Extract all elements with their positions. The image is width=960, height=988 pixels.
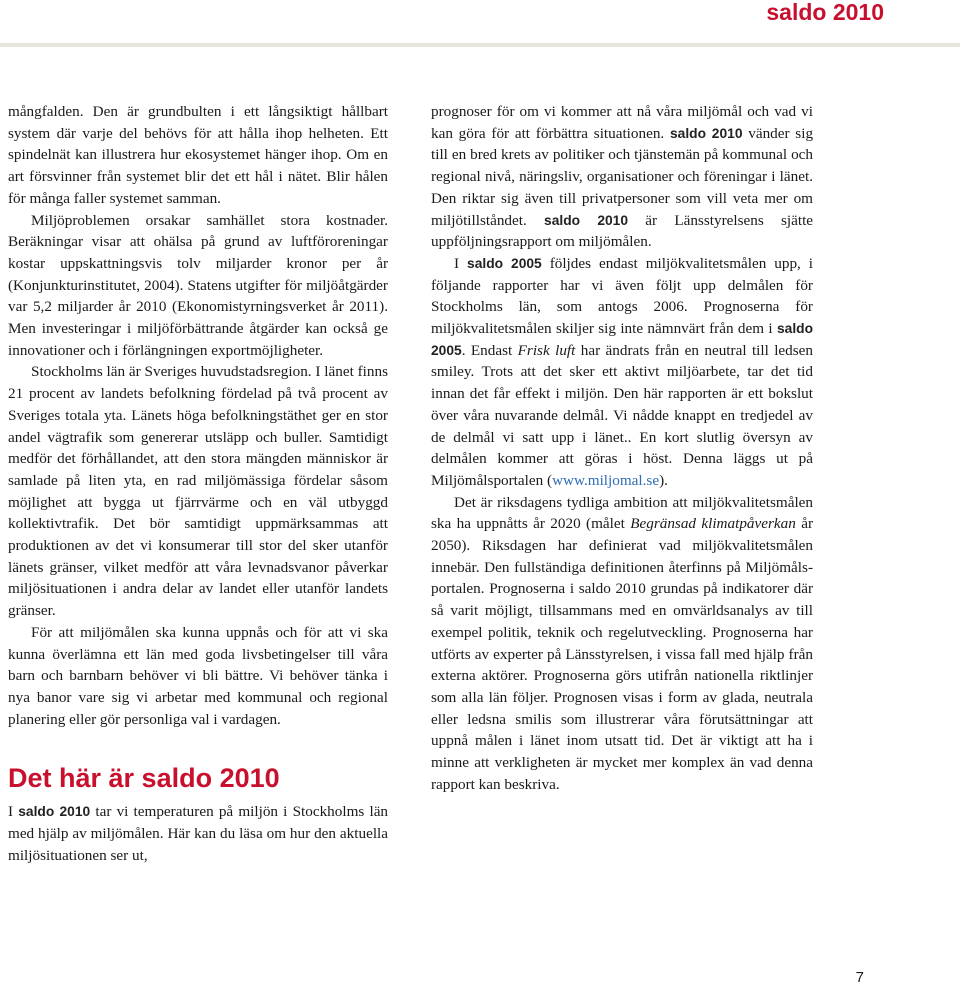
paragraph-text: prognoser för om vi kommer att nå våra miljömål och vad vi kan göra för att förbättra situationen. (431, 103, 813, 142)
brand-name: saldo 2010 (544, 212, 629, 228)
paragraph-text: tar vi temperaturen på miljön i Stockholms län med hjälp av miljömålen. Här kan du läsa om hur den aktuella miljösituationen ser ut, (8, 803, 389, 864)
right-column (431, 101, 813, 796)
goal-name: Begränsad klimatpåverkan (630, 515, 796, 533)
paragraph-text: har ändrats från en neutral till ledsen smiley. Trots att det sker ett aktivt miljöarbete, tar det tid innan det får effekt i miljön. Den här rapporten är ett bokslut över våra nuvarande delmål. Vi nådde knappt en tredjedel av de delmål vi satt upp i länet.. En kort slutlig översyn av delmålen kommer att göras i höst. Denna läggs ut på Miljömålsportalen ( (431, 341, 814, 489)
paragraph-text: I (454, 254, 460, 272)
paragraph: Stockholms län är Sveriges huvudstadsregion. I länet finns 21 procent av landets befolkning fördelad på två procent av Sveriges totala yta. Länets höga befolkningstäthet ger en stor andel vägtrafik som genererar utsläpp och buller. Samtidigt medför det förhållandet, att den stora mängden människor är samlade på liten yta, en rad miljömässiga fördelar såsom möjlighet att bygga ut fjärrvärme och en väl utbyggd kollektivtrafik. Det bör samtidigt uppmärksammas att produktionen av det vi konsumerar till stor del sker utanför länets gränser, vilket medför att våra levnadsvanor påverkar miljösituationen i andra delar av landet eller utanför landets gränser. (8, 363, 388, 620)
paragraph-text: vänder sig till en bred krets av politiker och tjänstemän på kommunal och regional nivå, näringsliv, organisationer och föreningar i länet. Den riktar sig även till privatpersoner som vill veta mer om miljötillståndet. (431, 124, 814, 229)
paragraph-text: följdes endast miljökvalitetsmålen upp, i följande rapporter har vi även följt upp delmålen för Stockholms län, som antogs 2006. Prognoserna för miljökvalitetsmålen skiljer sig inte nämnvärt från dem i (431, 254, 814, 338)
brand-name-2005: saldo 2005 (431, 321, 814, 358)
page-header-title: saldo 2010 (766, 0, 884, 25)
paragraph-text: ). (659, 471, 668, 489)
paragraph-text: I (8, 803, 14, 821)
paragraph: För att miljömålen ska kunna uppnås och för att vi ska kunna överlämna ett län med goda livsbetingelser till våra barn och barnbarn behöver vi bli bättre. Vi behöver tänka i nya banor vare sig vi arbetar med kommunal och regional planering eller gör personliga val i vardagen. (8, 623, 388, 728)
brand-name-2005: saldo 2005 (467, 255, 542, 271)
paragraph-text: Det är riksdagens tydliga ambition att miljökvalitetsmålen ska ha uppnåtts år 2020 (målet (431, 493, 813, 533)
paragraph: Miljöproblemen orsakar samhället stora kostnader. Beräkningar visar att ohälsa på grund av luftföroreningar kostar uppskattningsvis tolv miljarder kronor per år (Konjunkturinstitutet, 2004). Statens utgifter för miljöåtgärder var 5,2 miljarder år 2010 (Ekonomistyrningsverket år 2011). Men investeringar i miljöförbättrande åtgärder kan också ge innovationer och i förlängningen exportmöjligheter. (8, 211, 388, 359)
left-column (8, 101, 388, 867)
paragraph: mångfalden. Den är grundbulten i ett långsiktigt hållbart system där varje del behövs för att hålla ihop helheten. Ett spindelnät kan illustrera hur ekosystemet hänger ihop. Om en art försvinner från systemet blir det ett hål i nätet. Blir hålen för många faller systemet samman. (8, 103, 388, 207)
paragraph (431, 101, 813, 253)
paragraph-text: är Länsstyrelsens sjätte uppföljningsrapport om miljömålen. (431, 211, 814, 251)
goal-name: Frisk luft (517, 341, 576, 359)
portal-link[interactable]: www.miljomal.se (552, 471, 660, 489)
paragraph-text: år 2050). Riksdagen har definierat vad miljökvalitetsmålen innebär. Den fullständiga definitionen återfinns på Miljömålsportalen. Prognoserna i saldo 2010 grundas på indikatorer där så varit möjligt, tillsammans med en omvärldsanalys av till exempel politik, teknik och regelutveckling. Prognoserna har utförts av experter på Länsstyrelsen, i vissa fall med hjälp från externa aktörer. Prognoserna görs utifrån nationella riktlinjer som alla län följer. Prognosen visas i form av glada, neutrala eller ledsna smilis som illustrerar våra förutsättningar att uppnå målen i länet inom utsatt tid. Det är viktigt att ha i minne att verkligheten är mycket mer komplex än vad denna rapport kan beskriva. (431, 515, 814, 793)
brand-name: saldo 2010 (18, 804, 91, 820)
paragraph (431, 253, 813, 492)
header-rule (0, 43, 960, 47)
paragraph (431, 492, 813, 796)
brand-name: saldo 2010 (669, 125, 743, 141)
paragraph (8, 801, 388, 866)
paragraph-text: . Endast (461, 341, 513, 359)
section-heading: Det här är saldo 2010 (8, 763, 280, 794)
page-number: 7 (855, 969, 864, 986)
